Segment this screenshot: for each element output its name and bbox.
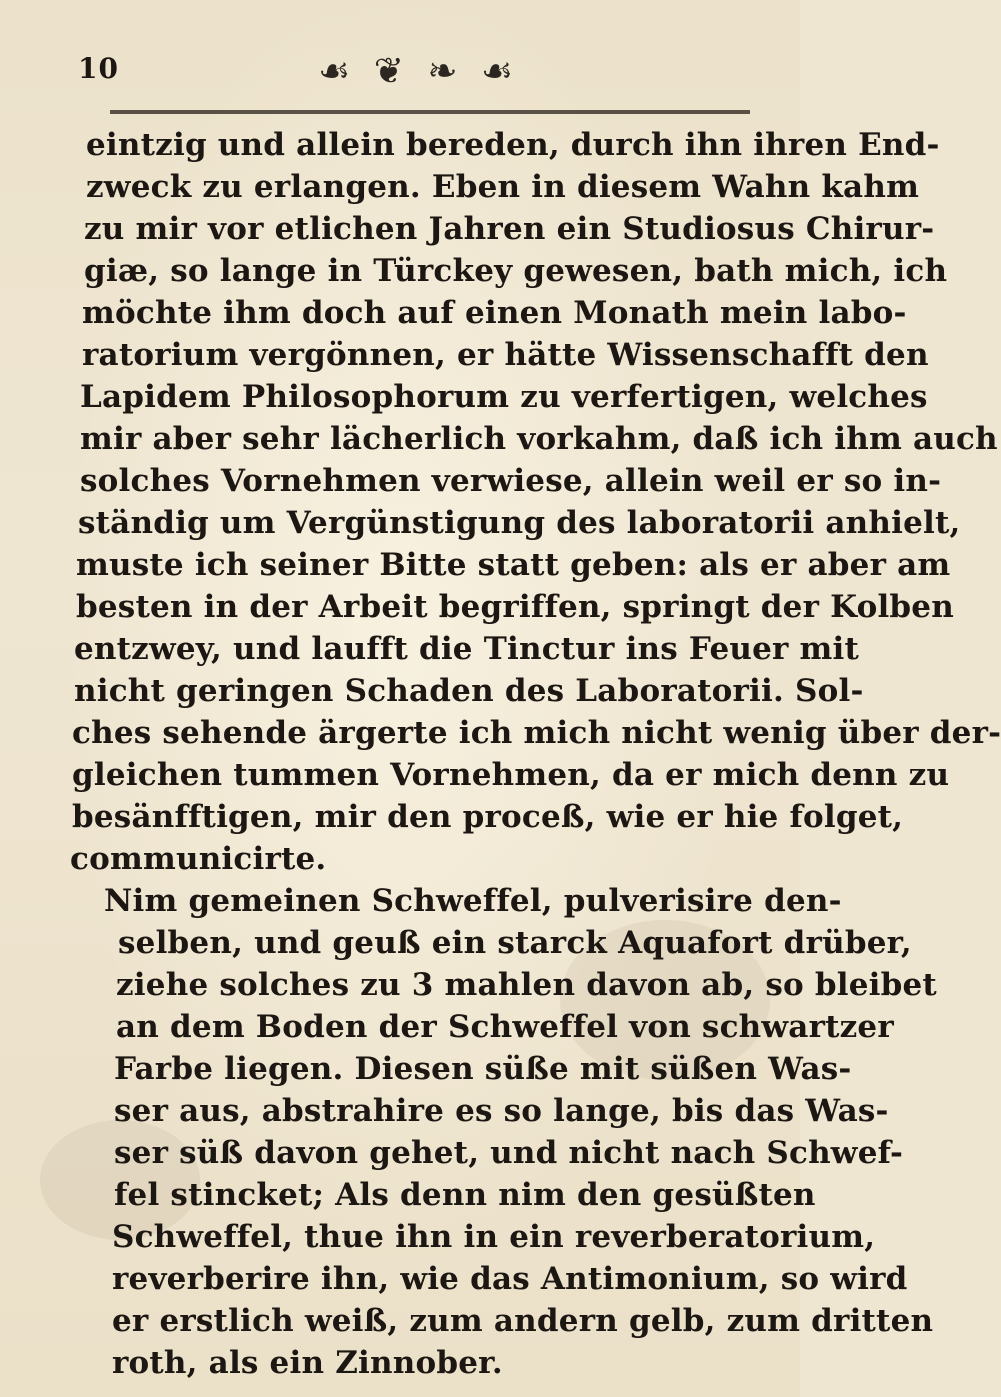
text-line: giæ, so lange in Türckey gewesen, bath mich, ich xyxy=(84,253,948,289)
text-line: zu mir vor etlichen Jahren ein Studiosus Chirur- xyxy=(84,211,935,247)
text-line: muste ich seiner Bitte statt geben: als er aber am xyxy=(76,547,951,583)
text-line: zweck zu erlangen. Eben in diesem Wahn kahm xyxy=(86,169,920,205)
text-line: eintzig und allein bereden, durch ihn ihren End- xyxy=(86,127,940,163)
text-line: nicht geringen Schaden des Laboratorii. Sol- xyxy=(74,673,864,709)
text-line: fel stincket; Als denn nim den gesüßten xyxy=(114,1177,816,1213)
text-line: an dem Boden der Schweffel von schwartzer xyxy=(116,1009,894,1045)
text-line: reverberire ihn, wie das Antimonium, so wird xyxy=(112,1261,908,1297)
text-line: ches sehende ärgerte ich mich nicht wenig über der- xyxy=(72,715,1001,751)
text-line: besten in der Arbeit begriffen, springt der Kolben xyxy=(76,589,954,625)
text-line: Nim gemeinen Schweffel, pulverisire den- xyxy=(104,883,842,919)
text-line: ratorium vergönnen, er hätte Wissenschafft den xyxy=(82,337,929,373)
text-line: communicirte. xyxy=(70,841,327,877)
text-line: Farbe liegen. Diesen süße mit süßen Was- xyxy=(114,1051,852,1087)
text-line: Lapidem Philosophorum zu verfertigen, welches xyxy=(80,379,928,415)
text-line: ser süß davon gehet, und nicht nach Schwef- xyxy=(114,1135,904,1171)
text-line: er erstlich weiß, zum andern gelb, zum dritten xyxy=(112,1303,934,1339)
text-line: mir aber sehr lächerlich vorkahm, daß ich ihm auch xyxy=(80,421,998,457)
text-line: möchte ihm doch auf einen Monath mein labo- xyxy=(82,295,907,331)
text-line: solches Vornehmen verwiese, allein weil er so in- xyxy=(80,463,942,499)
text-line: entzwey, und laufft die Tinctur ins Feuer mit xyxy=(74,631,860,667)
text-line: roth, als ein Zinnober. xyxy=(112,1345,503,1381)
text-line: ziehe solches zu 3 mahlen davon ab, so bleibet xyxy=(116,967,937,1003)
text-line: Schweffel, thue ihn in ein reverberatorium, xyxy=(112,1219,876,1255)
text-line: ser aus, abstrahire es so lange, bis das Was- xyxy=(114,1093,889,1129)
page-number: 10 xyxy=(78,52,119,85)
header-ornament: ☙ ❦ ❧ ☙ xyxy=(318,51,520,92)
header-rule xyxy=(110,110,750,114)
text-line: selben, und geuß ein starck Aquafort drüber, xyxy=(118,925,912,961)
text-line: ständig um Vergünstigung des laboratorii anhielt, xyxy=(78,505,961,541)
text-line: gleichen tummen Vornehmen, da er mich denn zu xyxy=(72,757,950,793)
text-line: besänfftigen, mir den proceß, wie er hie folget, xyxy=(72,799,904,835)
